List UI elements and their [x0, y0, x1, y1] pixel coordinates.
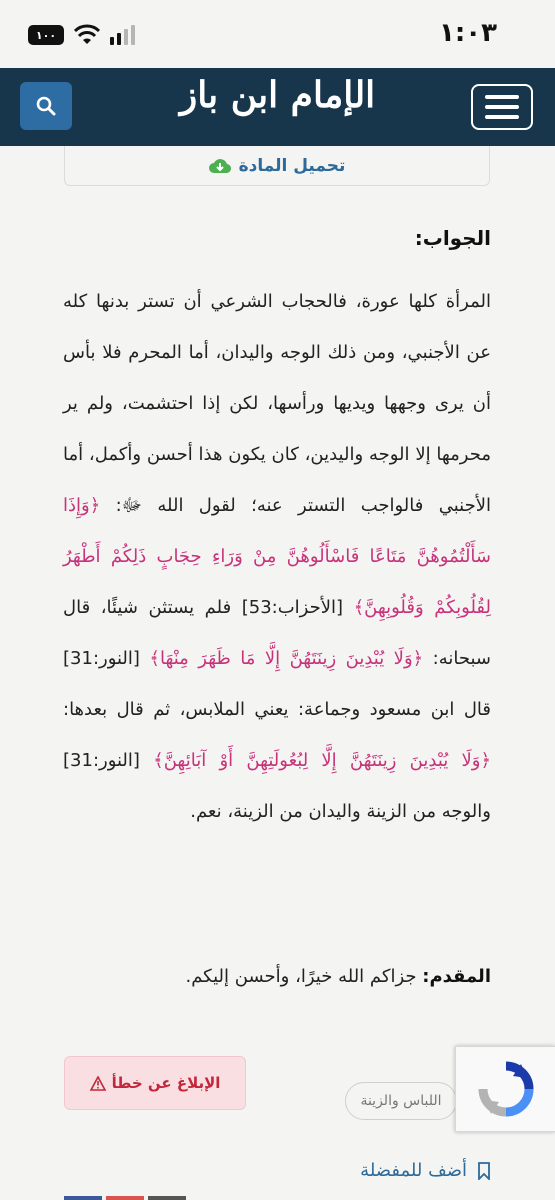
topic-tag[interactable]: اللباس والزينة [345, 1082, 457, 1120]
report-label: الإبلاغ عن خطأ [111, 1074, 221, 1092]
search-icon [36, 96, 56, 116]
signal-icon [110, 25, 135, 45]
answer-text [63, 276, 491, 837]
favorites-label: أضف للمفضلة [360, 1160, 467, 1181]
quran-verse[interactable]: ﴿وَلَا يُبْدِينَ زِينَتَهُنَّ إِلَّا مَا ظَهَرَ مِنْهَا﴾ [149, 648, 424, 669]
recaptcha-icon [477, 1060, 535, 1118]
battery-level: ١٠٠ [35, 28, 57, 42]
report-error-button[interactable] [64, 1056, 246, 1110]
status-time: ١:٠٣ [438, 18, 497, 48]
presenter-text: جزاكم الله خيرًا، وأحسن إليكم. [185, 966, 423, 987]
quran-verse[interactable]: ﴿وَلَا يُبْدِينَ زِينَتَهُنَّ إِلَّا لِبُعُولَتِهِنَّ أَوْ آبَائِهِنَّ﴾ [153, 750, 492, 771]
quran-verse[interactable]: ﴿وَإِذَا سَأَلْتُمُوهُنَّ مَتَاعًا فَاسْأَلُوهُنَّ مِنْ وَرَاءِ حِجَابٍ ذَلِكُمْ أَطْهَرُ لِقُلُوبِكُمْ وَقُلُوبِهِنَّ﴾ [63, 495, 492, 618]
site-logo[interactable]: الإمام ابن باز [179, 74, 376, 116]
answer-paragraph: [النور:31] قال ابن مسعود وجماعة: يعني الملابس، ثم قال بعدها: [63, 648, 491, 720]
wifi-icon [74, 24, 100, 46]
site-header [0, 68, 555, 146]
status-icons [28, 22, 135, 48]
add-to-favorites-button[interactable] [360, 1160, 491, 1181]
download-material-button[interactable] [64, 146, 490, 186]
cloud-download-icon [209, 157, 231, 175]
warning-triangle-icon [90, 1076, 106, 1091]
answer-paragraph: المرأة كلها عورة، فالحجاب الشرعي أن تستر بدنها كله عن الأجنبي، ومن ذلك الوجه واليدان، أما المحرم فلا بأس أن يرى وجهها ويديها ورأسها، لكن إذا احتشمت، ولم ير محرمها إلا الوجه واليدين، كان يكون هذا أحسن وأكمل، أما الأجنبي فالواجب التستر عنه؛ لقول الله ﷻ: [63, 291, 491, 516]
menu-button[interactable] [471, 84, 533, 130]
bookmark-icon [477, 1162, 491, 1180]
answer-paragraph: [النور:31] والوجه من الزينة واليدان من الزينة، نعم. [63, 750, 491, 822]
recaptcha-badge[interactable] [455, 1046, 555, 1132]
status-bar [0, 0, 555, 68]
share-buttons-strip[interactable] [64, 1196, 186, 1200]
download-label: تحميل المادة [238, 155, 346, 176]
search-button[interactable] [20, 82, 72, 130]
presenter-label: المقدم: [422, 966, 491, 987]
hamburger-menu-icon [485, 95, 519, 99]
battery-icon [28, 25, 64, 45]
answer-heading: الجواب: [414, 226, 491, 250]
presenter-line [63, 966, 491, 987]
answer-paragraph: [الأحزاب:53] فلم يستثن شيئًا، قال سبحانه: [63, 597, 491, 669]
